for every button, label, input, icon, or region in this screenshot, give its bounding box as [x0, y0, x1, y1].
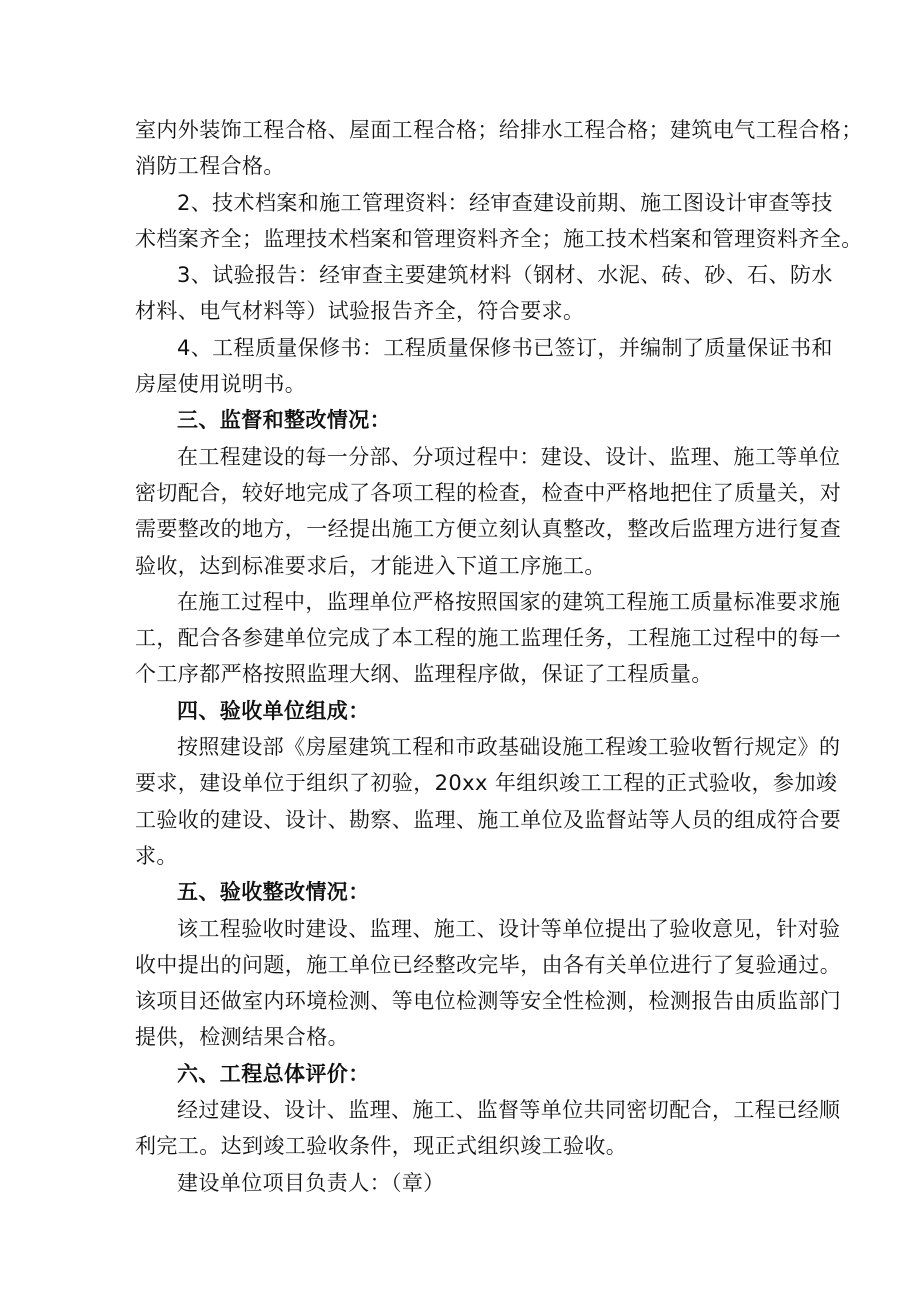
text-line: 房屋使用说明书。	[135, 372, 307, 397]
text-line: 提供，检测结果合格。	[135, 1025, 349, 1050]
text-line: 3、试验报告：经审查主要建筑材料（钢材、水泥、砖、砂、石、防水	[177, 263, 833, 288]
section-heading: 五、验收整改情况：	[177, 880, 370, 905]
text-line: 该工程验收时建设、监理、施工、设计等单位提出了验收意见，针对验	[177, 916, 841, 941]
text-line: 在工程建设的每一分部、分项过程中：建设、设计、监理、施工等单位	[177, 444, 841, 469]
text-line: 术档案齐全；监理技术档案和管理资料齐全；施工技术档案和管理资料齐全。	[135, 226, 863, 251]
text-line: 2、技术档案和施工管理资料：经审查建设前期、施工图设计审查等技	[177, 190, 833, 215]
section-heading: 四、验收单位组成：	[177, 698, 370, 723]
text-line: 经过建设、设计、监理、施工、监督等单位共同密切配合，工程已经顺	[177, 1098, 841, 1123]
text-line: 利完工。达到竣工验收条件，现正式组织竣工验收。	[135, 1134, 628, 1159]
document-page	[135, 112, 863, 1201]
text-line: 材料、电气材料等）试验报告齐全，符合要求。	[135, 299, 585, 324]
text-line: 室内外装饰工程合格、屋面工程合格；给排水工程合格；建筑电气工程合格；	[135, 118, 863, 142]
text-line: 验收，达到标准要求后，才能进入下道工序施工。	[135, 553, 606, 578]
text-line: 4、工程质量保修书：工程质量保修书已签订，并编制了质量保证书和	[177, 335, 833, 360]
section-heading: 六、工程总体评价：	[177, 1061, 370, 1086]
section-heading: 三、监督和整改情况：	[177, 408, 391, 433]
text-line: 工验收的建设、设计、勘察、监理、施工单位及监督站等人员的组成符合要	[135, 807, 842, 832]
text-line: 求。	[135, 843, 178, 868]
text-line: 密切配合，较好地完成了各项工程的检查，检查中严格地把住了质量关，对	[135, 480, 842, 505]
text-line: 收中提出的问题，施工单位已经整改完毕，由各有关单位进行了复验通过。	[135, 952, 842, 977]
text-line: 个工序都严格按照监理大纲、监理程序做，保证了工程质量。	[135, 662, 713, 687]
text-line: 消防工程合格。	[135, 154, 285, 179]
text-line: 在施工过程中，监理单位严格按照国家的建筑工程施工质量标准要求施	[177, 589, 841, 614]
text-line: 工，配合各参建单位完成了本工程的施工监理任务，工程施工过程中的每一	[135, 626, 842, 651]
text-line: 要求，建设单位于组织了初验，20xx 年组织竣工工程的正式验收，参加竣	[135, 771, 838, 796]
text-line: 需要整改的地方，一经提出施工方便立刻认真整改，整改后监理方进行复查	[135, 517, 842, 542]
text-line: 该项目还做室内环境检测、等电位检测等安全性检测，检测报告由质监部门	[135, 989, 842, 1014]
text-line: 按照建设部《房屋建筑工程和市政基础设施工程竣工验收暂行规定》的	[177, 735, 841, 760]
text-line: 建设单位项目负责人：（章）	[177, 1170, 445, 1195]
